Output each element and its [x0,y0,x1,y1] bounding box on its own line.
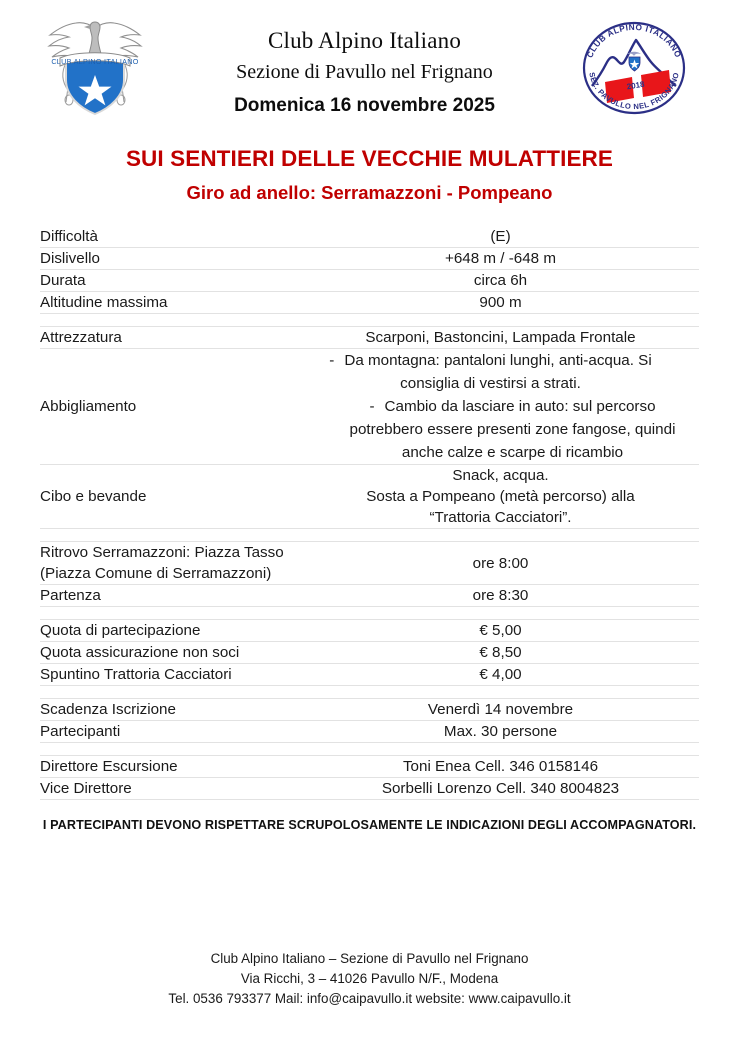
row-label: Spuntino Trattoria Cacciatori [40,664,302,686]
row-label [40,542,302,585]
table-row-abbigliamento [40,349,699,465]
row-value: € 8,50 [302,642,699,664]
footer-line-1: Club Alpino Italiano – Sezione di Pavullo nel Frignano [210,951,529,966]
table-row [40,664,699,686]
row-label: Scadenza Iscrizione [40,699,302,721]
table-row [40,620,699,642]
excursion-subtitle: Giro ad anello: Serramazzoni - Pompeano [186,182,553,203]
food-line-2: Sosta a Pompeano (metà percorso) alla [366,488,635,505]
row-label: Direttore Escursione [40,756,302,778]
table-row [40,778,699,800]
table-row [40,756,699,778]
row-label: Partecipanti [40,721,302,743]
table-row [40,248,699,270]
dash-marker: - [329,352,335,369]
row-value: € 4,00 [302,664,699,686]
row-value: ore 8:00 [302,542,699,585]
table-row [40,699,699,721]
list-item [302,349,699,395]
row-label: Vice Direttore [40,778,302,800]
row-value: ore 8:30 [302,585,699,607]
oval-logo-bottom-text: SEZ. PAVULLO NEL FRIGNANO [587,71,681,112]
row-value: (E) [302,226,699,248]
oval-logo-year: 2018 [626,79,646,92]
row-value: Toni Enea Cell. 346 0158146 [302,756,699,778]
meeting-label-line-2: (Piazza Comune di Serramazzoni) [40,565,272,582]
organization-name: Club Alpino Italiano [267,28,462,53]
footer-line-3: Tel. 0536 793377 Mail: info@caipavullo.it website: www.caipavullo.it [168,991,571,1006]
table-row [40,721,699,743]
row-label: Cibo e bevande [40,465,302,529]
info-sheet [40,226,699,832]
row-label: Durata [40,270,302,292]
table-row-cibo [40,465,699,529]
row-value: +648 m / -648 m [302,248,699,270]
row-value [302,349,699,465]
table-spacer-row [40,607,699,620]
list-item-text: Da montagna: pantaloni lunghi, anti-acqua. Si consiglia di vestirsi a strati. [344,352,652,392]
row-label: Quota di partecipazione [40,620,302,642]
table-row [40,292,699,314]
row-label: Difficoltà [40,226,302,248]
header-titles [160,26,569,121]
row-value: Venerdì 14 novembre [302,699,699,721]
sezione-pavullo-oval-logo [575,12,693,120]
dash-marker: - [369,398,375,415]
oval-logo-top-text: CLUB ALPINO ITALIANO [584,21,684,60]
footer-line-2: Via Ricchi, 3 – 41026 Pavullo N/F., Modena [240,971,499,986]
cai-eagle-shield-logo [42,14,148,118]
table-row [40,226,699,248]
list-item [302,395,699,464]
row-label: Dislivello [40,248,302,270]
table-spacer-row [40,743,699,756]
participants-notice: I PARTECIPANTI DEVONO RISPETTARE SCRUPOLOSAMENTE LE INDICAZIONI DEGLI ACCOMPAGNATORI. [42,818,697,832]
table-row [40,327,699,349]
cai-banner-text: CLUB ALPINO ITALIANO [51,57,139,66]
food-line-3: “Trattoria Cacciatori”. [429,509,572,526]
row-value: € 5,00 [302,620,699,642]
row-label: Altitudine massima [40,292,302,314]
title-block [0,144,739,208]
food-lines [302,465,699,528]
table-row-ritrovo [40,542,699,585]
clothing-bullet-list [302,349,699,464]
row-value [302,465,699,529]
table-row [40,585,699,607]
row-label: Abbigliamento [40,349,302,465]
row-label: Partenza [40,585,302,607]
row-value: 900 m [302,292,699,314]
row-value: Sorbelli Lorenzo Cell. 340 8004823 [302,778,699,800]
excursion-info-table [40,226,699,800]
table-spacer-row [40,686,699,699]
table-spacer-row [40,529,699,542]
event-date: Domenica 16 novembre 2025 [234,95,495,116]
table-spacer-row [40,314,699,327]
row-value: circa 6h [302,270,699,292]
excursion-title: SUI SENTIERI DELLE VECCHIE MULATTIERE [125,146,614,171]
organization-section: Sezione di Pavullo nel Frignano [236,61,493,83]
list-item-text: Cambio da lasciare in auto: sul percorso potrebbero essere presenti zone fangose, quindi anche calze e scarpe di ricambio [349,398,676,461]
row-label: Attrezzatura [40,327,302,349]
document-footer [0,949,739,1009]
meeting-label-line-1: Ritrovo Serramazzoni: Piazza Tasso [40,544,284,561]
food-line-1: Snack, acqua. [452,467,549,484]
row-value: Max. 30 persone [302,721,699,743]
table-row [40,270,699,292]
document-header [0,0,739,138]
row-label: Quota assicurazione non soci [40,642,302,664]
table-row [40,642,699,664]
row-value: Scarponi, Bastoncini, Lampada Frontale [302,327,699,349]
